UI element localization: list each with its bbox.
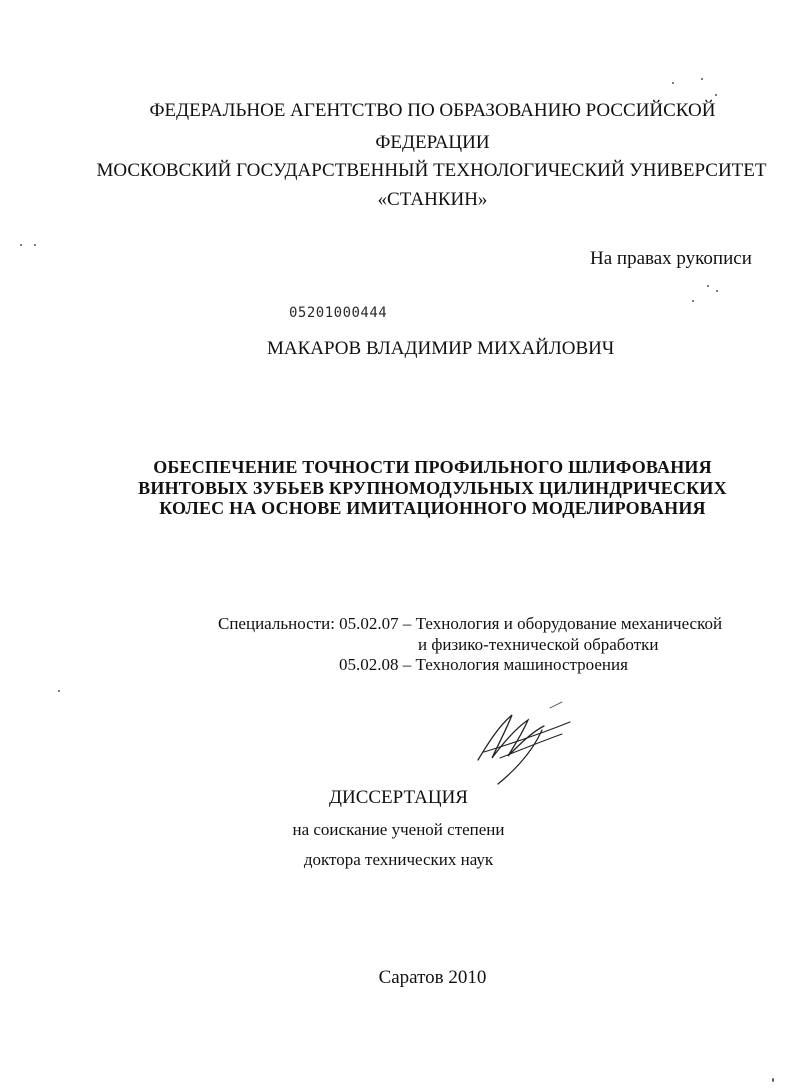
degree-line-1: на соискание ученой степени bbox=[292, 820, 505, 839]
scan-speck bbox=[672, 82, 674, 84]
title-line-2: ВИНТОВЫХ ЗУБЬЕВ КРУПНОМОДУЛЬНЫХ ЦИЛИНДРИЧЕСКИХ bbox=[138, 478, 727, 498]
rights-note: На правах рукописи bbox=[590, 248, 752, 269]
scan-speck bbox=[58, 690, 60, 692]
specialty-line-1: Специальности: 05.02.07 – Технология и оборудование механической bbox=[218, 614, 723, 633]
university-line-2: «СТАНКИН» bbox=[377, 189, 488, 210]
agency-line-1: ФЕДЕРАЛЬНОЕ АГЕНТСТВО ПО ОБРАЗОВАНИЮ РОССИЙСКОЙ bbox=[149, 100, 716, 121]
agency-line-2: ФЕДЕРАЦИИ bbox=[375, 132, 490, 153]
scan-speck bbox=[34, 244, 36, 246]
scan-speck bbox=[707, 285, 709, 287]
handwritten-signature bbox=[470, 700, 580, 790]
scan-speck bbox=[692, 300, 694, 302]
title-line-3: КОЛЕС НА ОСНОВЕ ИМИТАЦИОННОГО МОДЕЛИРОВАНИЯ bbox=[159, 498, 706, 518]
scan-speck bbox=[772, 1078, 774, 1082]
scan-speck bbox=[20, 244, 22, 246]
registration-code: 05201000444 bbox=[289, 305, 388, 321]
scan-speck bbox=[716, 290, 718, 292]
author-name: МАКАРОВ ВЛАДИМИР МИХАЙЛОВИЧ bbox=[267, 338, 615, 359]
specialty-line-2: и физико-технической обработки bbox=[418, 635, 659, 654]
degree-line-2: доктора технических наук bbox=[303, 850, 494, 869]
specialty-line-3: 05.02.08 – Технология машиностроения bbox=[339, 655, 628, 674]
scan-speck bbox=[701, 78, 703, 80]
document-type: ДИССЕРТАЦИЯ bbox=[329, 787, 468, 808]
place-year: Саратов 2010 bbox=[378, 967, 487, 988]
university-line-1: МОСКОВСКИЙ ГОСУДАРСТВЕННЫЙ ТЕХНОЛОГИЧЕСКИЙ УНИВЕРСИТЕТ bbox=[96, 160, 767, 181]
scan-speck bbox=[715, 94, 717, 96]
title-line-1: ОБЕСПЕЧЕНИЕ ТОЧНОСТИ ПРОФИЛЬНОГО ШЛИФОВАНИЯ bbox=[153, 457, 712, 477]
